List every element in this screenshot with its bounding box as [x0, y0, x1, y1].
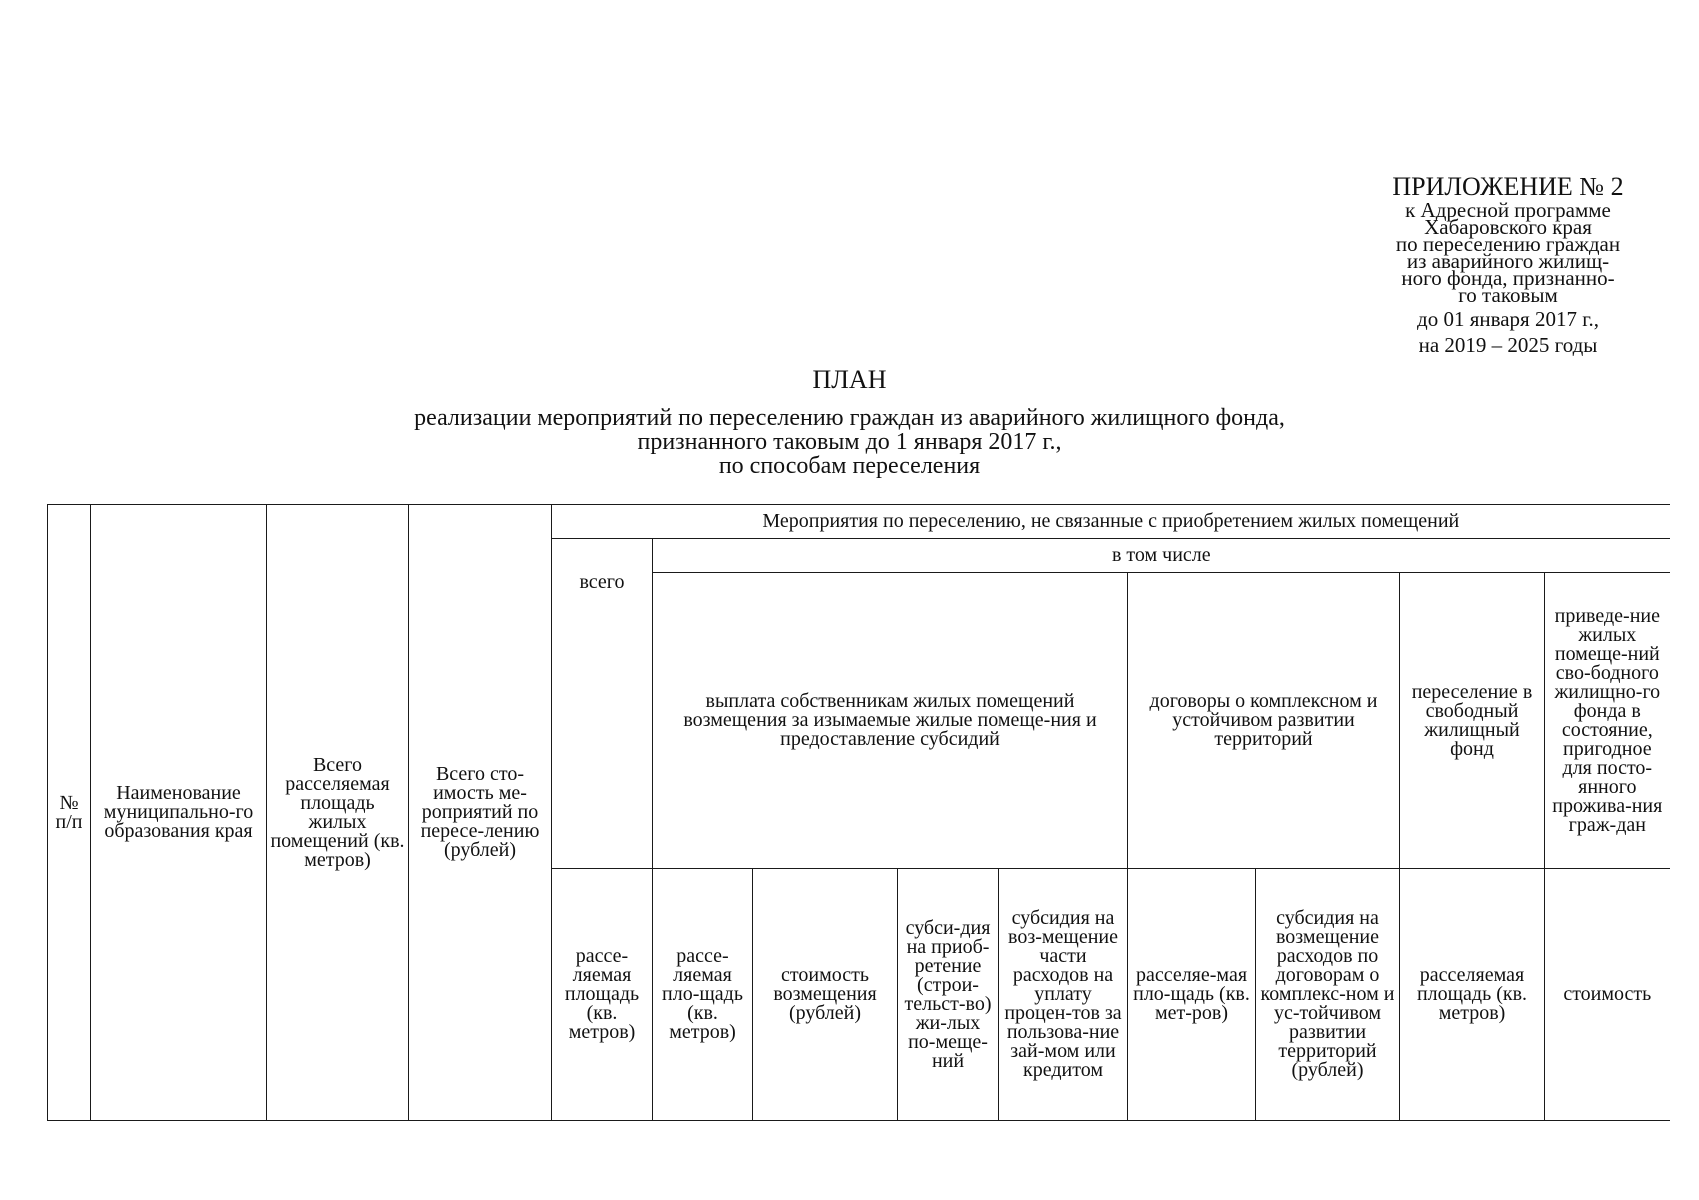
header-including-group: в том числе — [653, 539, 1670, 573]
header-municipality: Наименование муниципально-го образования края — [91, 505, 267, 1121]
appendix-line: на 2019 – 2025 годы — [1418, 333, 1598, 357]
appendix-block — [1340, 172, 1676, 356]
header-total-area: Всего расселяемая площадь жилых помещений (кв. метров) — [267, 505, 409, 1121]
appendix-line: из аварийного жилищ- — [1406, 249, 1610, 273]
header-free-fund-group: переселение в свободный жилищный фонд — [1400, 573, 1545, 869]
subheader-restoration-cost: стоимость — [1545, 869, 1670, 1121]
subheader-development-area: расселяе-мая пло-щадь (кв. мет-ров) — [1128, 869, 1256, 1121]
appendix-line: к Адресной программе — [1405, 198, 1611, 222]
appendix-line: до 01 января 2017 г., — [1417, 307, 1599, 331]
plan-title: ПЛАН — [812, 365, 887, 394]
header-compensation-group: выплата собственникам жилых помещений возмещения за изымаемые жилые помеще-ния и предоставление субсидий — [653, 573, 1128, 869]
header-development-group: договоры о комплексном и устойчивом развитии территорий — [1128, 573, 1400, 869]
subheader-compensation-area: рассе-ляемая пло-щадь (кв. метров) — [653, 869, 753, 1121]
subheader-compensation-cost: стоимость возмещения (рублей) — [753, 869, 898, 1121]
appendix-title: ПРИЛОЖЕНИЕ № 2 — [1392, 172, 1624, 201]
subheader-development-subsidy: субсидия на возмещение расходов по договорам о комплекс-ном и ус-тойчивом развитии территорий (рублей) — [1256, 869, 1400, 1121]
header-total: всего — [552, 539, 653, 869]
appendix-line: Хабаровского края — [1424, 215, 1592, 239]
subheader-subsidy-acquisition: субси-дия на приоб-ретение (строи-тельст-во) жи-лых по-меще-ний — [898, 869, 999, 1121]
subheader-subsidy-interest: субсидия на воз-мещение части расходов на уплату процен-тов за пользова-ние зай-мом или кредитом — [999, 869, 1128, 1121]
plan-subtitle-line: признанного таковым до 1 января 2017 г., — [637, 429, 1062, 455]
subheader-free-fund-area: расселяемая площадь (кв. метров) — [1400, 869, 1545, 1121]
plan-table-container — [47, 504, 1669, 1120]
plan-table — [47, 504, 1670, 1121]
appendix-line: го таковым — [1458, 283, 1558, 307]
appendix-line: по переселению граждан — [1395, 232, 1621, 256]
header-restoration-group: приведе-ние жилых помеще-ний сво-бодного жилищно-го фонда в состояние, пригодное для посто-янного прожива-ния граж-дан — [1545, 573, 1670, 869]
subheader-total-area: рассе-ляемая площадь (кв. метров) — [552, 869, 653, 1121]
plan-subtitle-line: по способам переселения — [718, 453, 981, 479]
header-total-cost: Всего сто-имость ме-роприятий по пересе-лению (рублей) — [409, 505, 552, 1121]
header-non-acquisition-group: Мероприятия по переселению, не связанные с приобретением жилых помещений — [552, 505, 1670, 539]
plan-subtitle-line: реализации мероприятий по переселению граждан из аварийного жилищного фонда, — [414, 405, 1285, 431]
appendix-line: ного фонда, признанно- — [1401, 266, 1615, 290]
header-number: № п/п — [48, 505, 91, 1121]
